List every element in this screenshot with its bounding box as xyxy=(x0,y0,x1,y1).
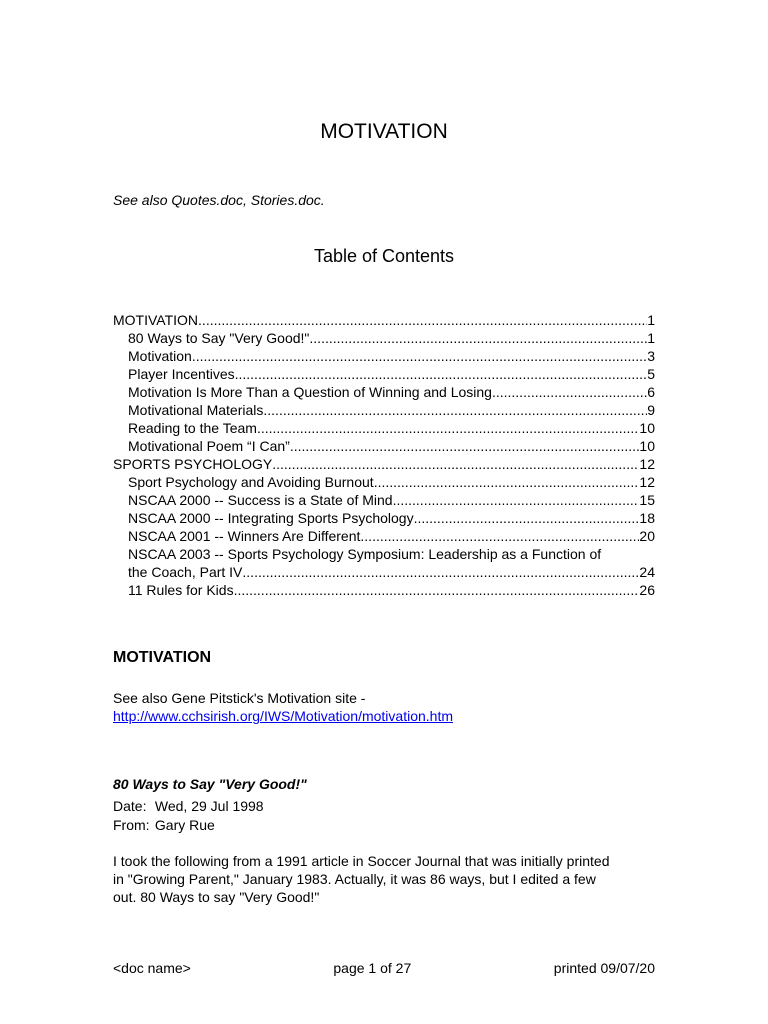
toc-entry-title: NSCAA 2001 -- Winners Are Different xyxy=(128,528,361,544)
toc-entry-page: 10 xyxy=(639,438,655,454)
toc-entry-page: 1 xyxy=(647,330,655,346)
table-of-contents xyxy=(113,311,655,599)
from-value: Gary Rue xyxy=(154,817,215,833)
toc-entry-page: 12 xyxy=(639,456,655,472)
toc-entry-title: MOTIVATION xyxy=(113,312,199,328)
from-line xyxy=(113,816,264,835)
date-line xyxy=(113,797,264,816)
toc-entry-motivational-materials[interactable] xyxy=(113,401,655,419)
toc-entry-title: 80 Ways to Say "Very Good!" xyxy=(128,330,310,346)
toc-entry-title: 11 Rules for Kids xyxy=(128,582,234,598)
toc-entry-reading-team[interactable] xyxy=(113,419,655,437)
toc-entry-page: 20 xyxy=(639,528,655,544)
toc-entry-title: Motivational Poem “I Can” xyxy=(128,438,290,454)
toc-entry-winning-losing[interactable] xyxy=(113,383,655,401)
footer-page-number: page 1 of 27 xyxy=(333,960,412,976)
toc-entry-poem-i-can[interactable] xyxy=(113,437,655,455)
toc-entry-motivation[interactable] xyxy=(113,311,655,329)
toc-leader xyxy=(360,527,639,545)
toc-entry-80-ways[interactable] xyxy=(113,329,655,347)
toc-leader xyxy=(374,473,640,491)
toc-leader xyxy=(192,347,647,365)
toc-entry-symposium-line2[interactable] xyxy=(113,563,655,581)
toc-leader xyxy=(234,581,640,599)
body-line: in "Growing Parent," January 1983. Actually, it was 86 ways, but I edited a few xyxy=(113,871,596,887)
toc-entry-sports-psychology[interactable] xyxy=(113,455,655,473)
toc-entry-player-incentives[interactable] xyxy=(113,365,655,383)
toc-entry-11-rules[interactable] xyxy=(113,581,655,599)
gene-pitstick-note xyxy=(113,689,453,725)
toc-heading: Table of Contents xyxy=(313,246,455,266)
toc-entry-title: Reading to the Team xyxy=(128,420,257,436)
body-line: I took the following from a 1991 article in Soccer Journal that was initially printed xyxy=(113,853,610,869)
toc-entry-title: NSCAA 2000 -- Success is a State of Mind xyxy=(128,492,393,508)
toc-entry-page: 26 xyxy=(639,582,655,598)
toc-entry-page: 6 xyxy=(647,384,655,400)
toc-entry-title: Motivational Materials xyxy=(128,402,264,418)
section-heading: MOTIVATION xyxy=(113,649,212,666)
toc-leader xyxy=(235,365,648,383)
toc-leader xyxy=(290,437,640,455)
toc-leader xyxy=(393,491,640,509)
toc-leader xyxy=(257,419,639,437)
article-heading: 80 Ways to Say "Very Good!" xyxy=(113,776,307,792)
toc-leader xyxy=(492,383,647,401)
article-meta xyxy=(113,797,264,835)
toc-entry-title: NSCAA 2003 -- Sports Psychology Symposium: Leadership as a Function of xyxy=(128,546,602,562)
toc-entry-page: 12 xyxy=(639,474,655,490)
toc-entry-title: Player Incentives xyxy=(128,366,235,382)
toc-entry-page: 15 xyxy=(639,492,655,508)
toc-entry-title: Motivation xyxy=(128,348,192,364)
toc-entry-burnout[interactable] xyxy=(113,473,655,491)
toc-entry-title: SPORTS PSYCHOLOGY xyxy=(113,456,273,472)
toc-entry-title: NSCAA 2000 -- Integrating Sports Psychology xyxy=(128,510,414,526)
toc-entry-title: Motivation Is More Than a Question of Winning and Losing xyxy=(128,384,492,400)
toc-entry-motivation-sub[interactable] xyxy=(113,347,655,365)
document-title: MOTIVATION xyxy=(320,120,448,143)
toc-leader xyxy=(272,455,639,473)
footer-doc-name: <doc name> xyxy=(113,960,191,976)
toc-leader xyxy=(309,329,647,347)
toc-leader xyxy=(263,401,647,419)
toc-entry-title: Sport Psychology and Avoiding Burnout xyxy=(128,474,374,490)
from-label: From: xyxy=(113,817,150,833)
toc-leader xyxy=(198,311,647,329)
toc-entry-page: 10 xyxy=(639,420,655,436)
motivation-site-link[interactable]: http://www.cchsirish.org/IWS/Motivation/motivation.htm xyxy=(113,708,453,724)
footer-printed-date: printed 09/07/20 xyxy=(553,960,655,976)
toc-entry-winners-different[interactable] xyxy=(113,527,655,545)
page-footer xyxy=(113,960,655,976)
toc-entry-page: 5 xyxy=(647,366,655,382)
toc-entry-page: 3 xyxy=(647,348,655,364)
see-also-note: See also Quotes.doc, Stories.doc. xyxy=(113,192,325,208)
toc-leader xyxy=(414,509,640,527)
toc-entry-symposium-line1[interactable] xyxy=(113,545,655,563)
toc-entry-page: 1 xyxy=(647,312,655,328)
toc-entry-page: 9 xyxy=(647,402,655,418)
gene-pitstick-text: See also Gene Pitstick's Motivation site - xyxy=(113,690,366,706)
toc-entry-state-of-mind[interactable] xyxy=(113,491,655,509)
toc-entry-title: the Coach, Part IV xyxy=(128,564,243,580)
toc-entry-integrating[interactable] xyxy=(113,509,655,527)
toc-entry-page: 24 xyxy=(639,564,655,580)
article-body xyxy=(113,852,658,906)
body-line: out. 80 Ways to say "Very Good!" xyxy=(113,889,320,905)
date-label: Date: xyxy=(113,798,147,814)
toc-entry-page: 18 xyxy=(639,510,655,526)
toc-leader xyxy=(242,563,639,581)
date-value: Wed, 29 Jul 1998 xyxy=(154,798,264,814)
